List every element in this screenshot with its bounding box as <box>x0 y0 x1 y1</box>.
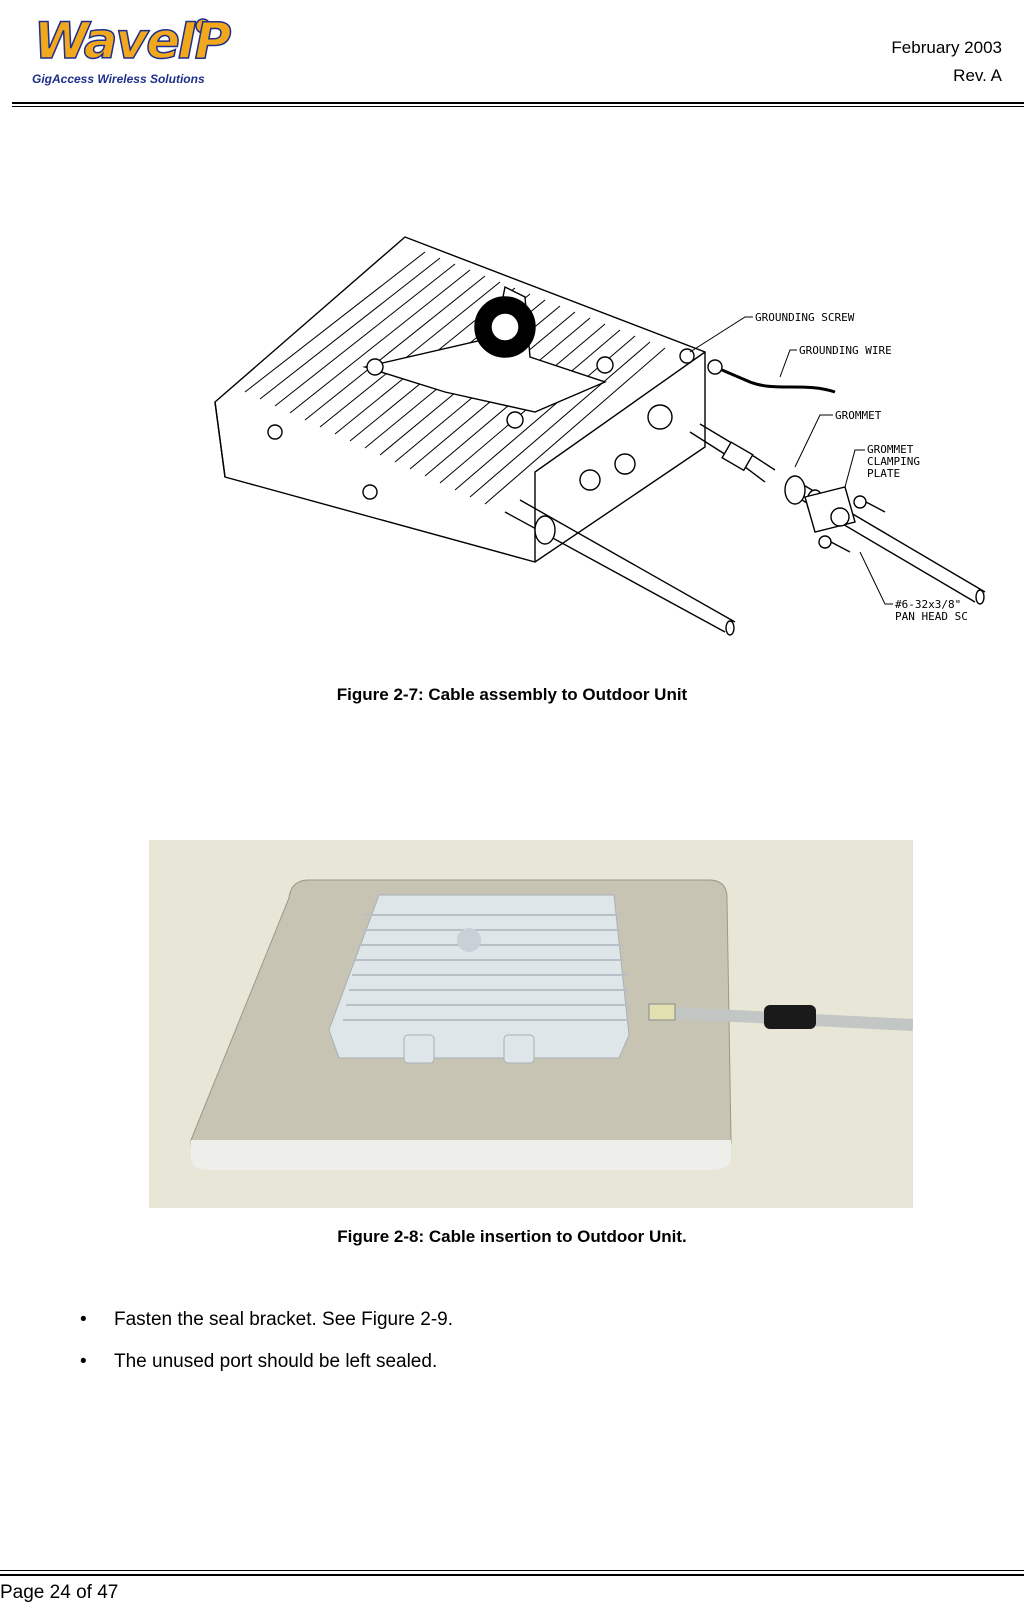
header-rule <box>12 102 1024 104</box>
page-number: Page 24 of 47 <box>0 1582 119 1603</box>
bullet-text: Fasten the seal bracket. See Figure 2-9. <box>114 1309 454 1330</box>
label-screw-1: #6-32x3/8" <box>895 598 962 611</box>
footer-rule-thin <box>0 1570 1024 1571</box>
bullet-glyph: • <box>80 1351 87 1372</box>
figure-cable-insertion-photo <box>149 840 913 1208</box>
figure-2-8-caption: Figure 2-8: Cable insertion to Outdoor Unit. <box>337 1227 687 1246</box>
logo-wordmark: WaveIP <box>34 12 230 70</box>
label-clamping-1: GROMMET <box>867 443 914 456</box>
header-date: February 2003 <box>891 38 1002 57</box>
label-grounding-wire: GROUNDING WIRE <box>799 344 892 357</box>
figure-cable-assembly-drawing <box>205 232 1005 652</box>
label-clamping-3: PLATE <box>867 467 901 480</box>
label-grommet: GROMMET <box>835 409 882 422</box>
bullet-text: The unused port should be left sealed. <box>114 1351 438 1372</box>
logo-tagline: GigAccess Wireless Solutions <box>32 72 205 86</box>
list-item <box>80 1309 453 1331</box>
header-rule-thin <box>12 106 1024 107</box>
bullet-glyph: • <box>80 1309 87 1330</box>
label-grounding-screw: GROUNDING SCREW <box>755 311 855 324</box>
label-screw-2: PAN HEAD SC <box>895 610 968 623</box>
figure-2-7-caption: Figure 2-7: Cable assembly to Outdoor Unit <box>336 685 688 704</box>
list-item <box>80 1351 437 1373</box>
header-revision: Rev. A <box>953 66 1002 85</box>
footer-rule <box>0 1574 1024 1576</box>
label-clamping-2: CLAMPING <box>867 455 920 468</box>
